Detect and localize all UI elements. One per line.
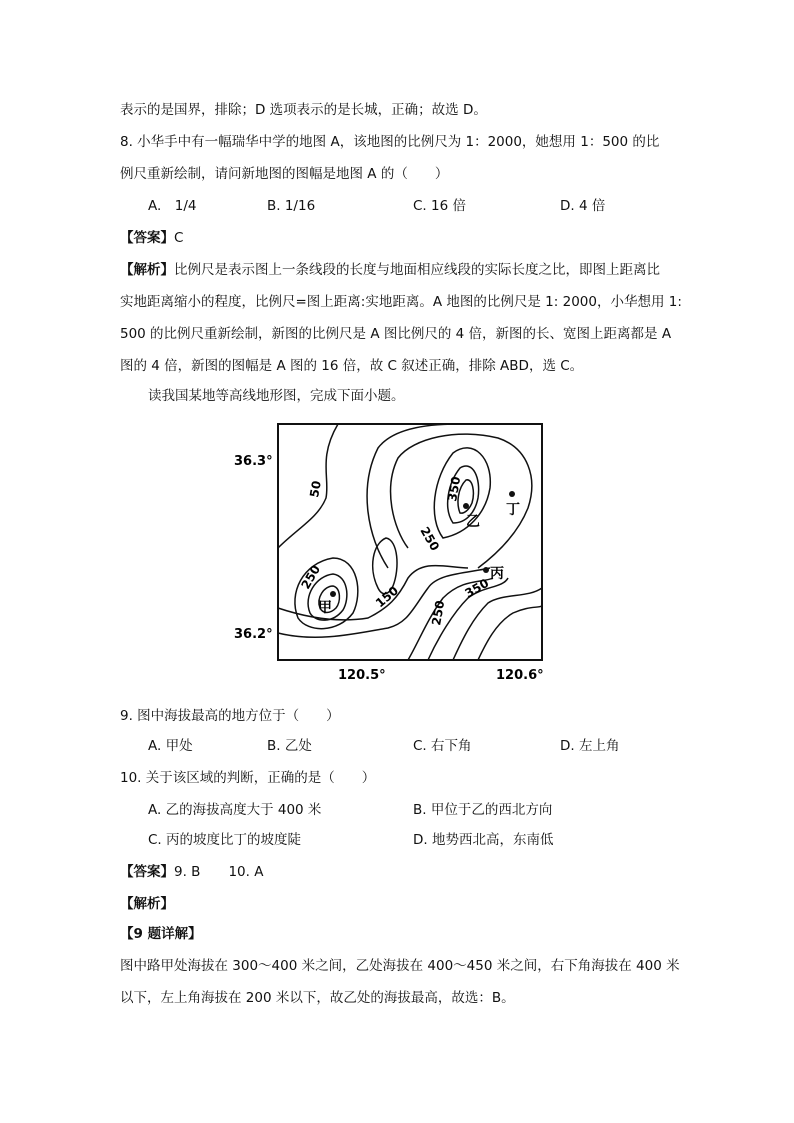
point-ding-label: 丁 — [506, 502, 520, 518]
explanation-8-line-2: 实地距离缩小的程度，比例尺=图上距离:实地距离。A 地图的比例尺是 1: 2000，小华想用 1: — [120, 294, 682, 310]
point-jia-dot — [330, 591, 336, 597]
contour-line — [434, 448, 490, 538]
q8-option-d: D. 4 倍 — [560, 198, 606, 214]
answer-9-10 — [120, 862, 263, 882]
explanation-text: 比例尺是表示图上一条线段的长度与地面相应线段的实际长度之比，即图上距离比 — [174, 262, 660, 278]
contour-label-50: 50 — [307, 479, 324, 499]
contour-label-250-north: 250 — [417, 524, 443, 554]
question-8-line-1: 8. 小华手中有一幅瑞华中学的地图 A，该地图的比例尺为 1：2000，她想用 1：500 的比 — [120, 134, 660, 150]
jiexi-heading: 【解析】 — [120, 896, 174, 912]
q9-option-c: C. 右下角 — [413, 738, 472, 754]
contour-label-250-jia: 250 — [298, 562, 324, 592]
explanation-8-line-1 — [120, 260, 660, 280]
detail-9-line-1: 图中路甲处海拔在 300～400 米之间，乙处海拔在 400～450 米之间，右下角海拔在 400 米 — [120, 958, 680, 974]
answer-9: 9. B — [174, 864, 201, 880]
detail-9-line-2: 以下，左上角海拔在 200 米以下，故乙处的海拔最高，故选：B。 — [120, 990, 515, 1006]
point-bing-label: 丙 — [490, 566, 504, 582]
q8-option-c: C. 16 倍 — [413, 198, 466, 214]
longitude-right: 120.6° — [496, 668, 544, 683]
q9-option-a: A. 甲处 — [148, 738, 193, 754]
explanation-8-line-3: 500 的比例尺重新绘制，新图的比例尺是 A 图比例尺的 4 倍，新图的长、宽图上距离都是 A — [120, 326, 672, 342]
map-frame — [278, 424, 542, 660]
q10-option-a: A. 乙的海拔高度大于 400 米 — [148, 802, 322, 818]
explanation-label: 【解析】 — [120, 262, 174, 278]
contour-label-250-south: 250 — [429, 599, 448, 627]
point-ding-dot — [509, 491, 515, 497]
longitude-left: 120.5° — [338, 668, 386, 683]
point-bing-dot — [483, 567, 489, 573]
point-yi-dot — [463, 503, 469, 509]
question-9: 9. 图中海拔最高的地方位于（ ） — [120, 708, 340, 724]
contour-line — [478, 606, 542, 660]
q9-option-b: B. 乙处 — [267, 738, 312, 754]
answer-value: C — [174, 230, 184, 246]
q9-option-d: D. 左上角 — [560, 738, 620, 754]
contour-label-150: 150 — [372, 583, 402, 611]
q8-option-a: A. 1/4 — [148, 198, 197, 214]
contour-line — [295, 558, 358, 629]
answer-8 — [120, 228, 183, 248]
q10-option-c: C. 丙的坡度比丁的坡度陡 — [148, 832, 302, 848]
point-yi-label: 乙 — [466, 514, 480, 530]
answer-label: 【答案】 — [120, 230, 174, 246]
question-8-line-2: 例尺重新绘制，请问新地图的图幅是地图 A 的（ ） — [120, 166, 449, 182]
answer-label: 【答案】 — [120, 864, 174, 880]
line-1: 表示的是国界，排除；D 选项表示的是长城，正确；故选 D。 — [120, 102, 487, 118]
q10-option-d: D. 地势西北高，东南低 — [413, 832, 554, 848]
question-10: 10. 关于该区域的判断，正确的是（ ） — [120, 770, 376, 786]
point-jia-label: 甲 — [318, 600, 332, 616]
contour-map — [228, 418, 558, 688]
contour-label-350-north: 350 — [445, 475, 464, 503]
contour-label-350-south: 350 — [462, 575, 492, 601]
explanation-8-line-4: 图的 4 倍，新图的图幅是 A 图的 16 倍，故 C 叙述正确，排除 ABD，选 C。 — [120, 358, 584, 374]
latitude-bottom: 36.2° — [234, 627, 273, 642]
q8-option-b: B. 1/16 — [267, 198, 316, 214]
q10-option-b: B. 甲位于乙的西北方向 — [413, 802, 553, 818]
reading-intro: 读我国某地等高线地形图，完成下面小题。 — [148, 388, 405, 404]
detail-9-heading: 【9 题详解】 — [120, 926, 202, 942]
answer-10: 10. A — [228, 864, 264, 880]
latitude-top: 36.3° — [234, 454, 273, 469]
